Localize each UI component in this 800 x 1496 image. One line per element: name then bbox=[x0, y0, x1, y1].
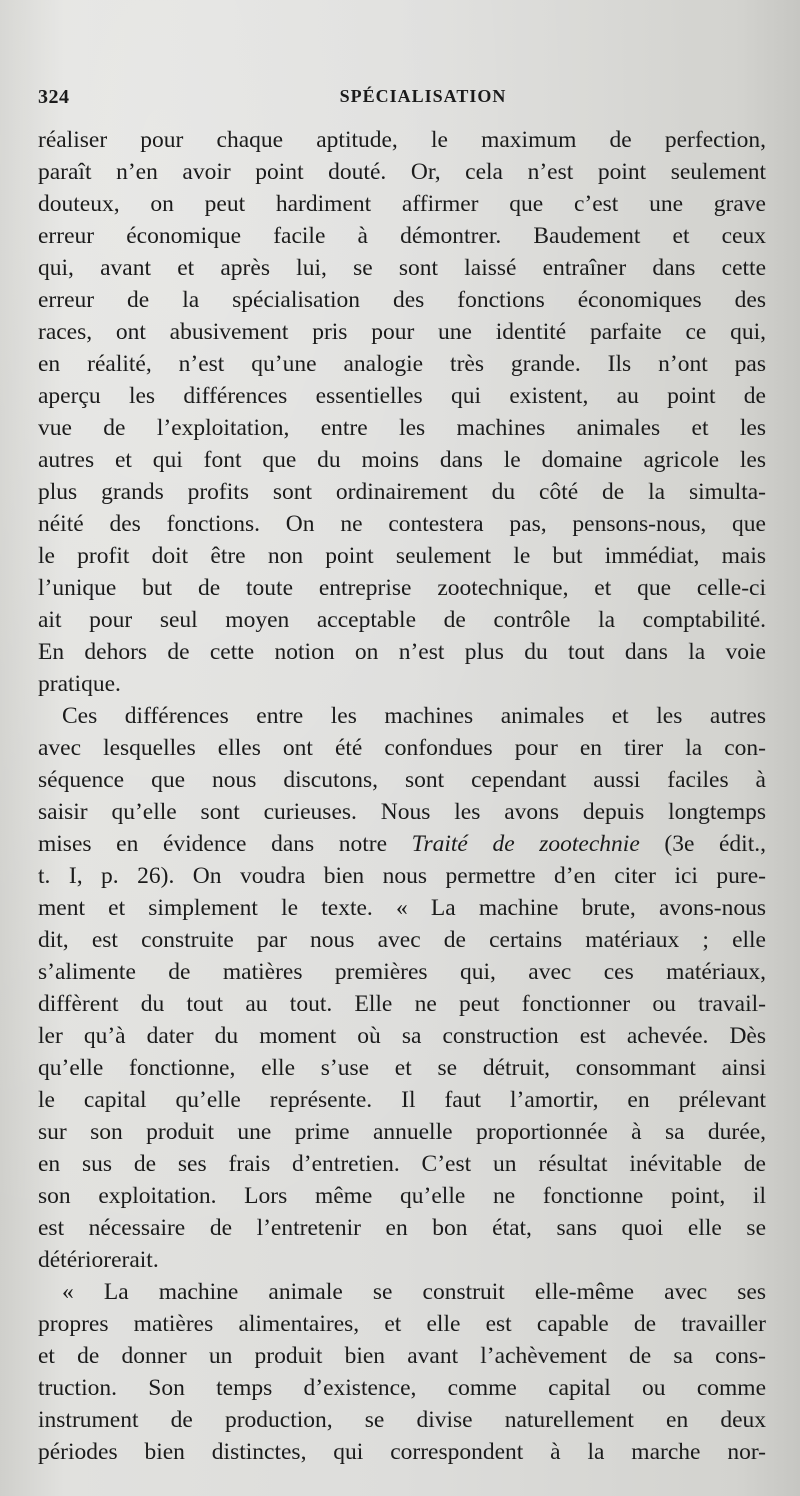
text-line: réaliser pour chaque aptitude, le maximum de perfection, bbox=[38, 127, 766, 153]
text-line: périodes bien distinctes, qui correspondent à la marche nor- bbox=[38, 1439, 766, 1465]
text-line: paraît n’en avoir point douté. Or, cela n’est point seulement bbox=[38, 159, 766, 185]
text-line: séquence que nous discutons, sont cependant aussi faciles à bbox=[38, 767, 766, 793]
text-line: et de donner un produit bien avant l’achèvement de sa cons- bbox=[38, 1343, 766, 1369]
text-line: néité des fonctions. On ne contestera pas, pensons-nous, que bbox=[38, 511, 766, 537]
text-line: s’alimente de matières premières qui, avec ces matériaux, bbox=[38, 959, 766, 985]
paragraph-end-line: pratique. bbox=[38, 671, 121, 697]
text-line: ait pour seul moyen acceptable de contrôle la comptabilité. bbox=[38, 607, 766, 633]
text-line: sur son produit une prime annuelle proportionnée à sa durée, bbox=[38, 1119, 766, 1145]
text-line: races, ont abusivement pris pour une identité parfaite ce qui, bbox=[38, 319, 766, 345]
text-line: ler qu’à dater du moment où sa construction est achevée. Dès bbox=[38, 1023, 766, 1049]
citation-prefix: mises en évidence dans notre bbox=[38, 831, 412, 857]
text-line: l’unique but de toute entreprise zootechnique, et que celle-ci bbox=[38, 575, 766, 601]
text-line: qui, avant et après lui, se sont laissé entraîner dans cette bbox=[38, 255, 766, 281]
text-line: le capital qu’elle représente. Il faut l’amortir, en prélevant bbox=[38, 1087, 766, 1113]
text-line: En dehors de cette notion on n’est plus du tout dans la voie bbox=[38, 639, 766, 665]
text-line: instrument de production, se divise naturellement en deux bbox=[38, 1407, 766, 1433]
text-line: diffèrent du tout au tout. Elle ne peut fonctionner ou travail- bbox=[38, 991, 766, 1017]
text-line: propres matières alimentaires, et elle est capable de travailler bbox=[38, 1311, 766, 1337]
text-line: erreur économique facile à démontrer. Baudement et ceux bbox=[38, 223, 766, 249]
body-text bbox=[38, 124, 766, 1468]
text-line: est nécessaire de l’entretenir en bon état, sans quoi elle se bbox=[38, 1215, 766, 1241]
page-number: 324 bbox=[38, 86, 70, 108]
text-line: autres et qui font que du moins dans le domaine agricole les bbox=[38, 447, 766, 473]
text-line: truction. Son temps d’existence, comme capital ou comme bbox=[38, 1375, 766, 1401]
running-title: SPÉCIALISATION bbox=[339, 86, 507, 106]
text-line: le profit doit être non point seulement le but immédiat, mais bbox=[38, 543, 766, 569]
paragraph-start-line: Ces différences entre les machines animales et les autres bbox=[62, 703, 766, 729]
text-line: aperçu les différences essentielles qui existent, au point de bbox=[38, 383, 766, 409]
text-line: erreur de la spécialisation des fonctions économiques des bbox=[38, 287, 766, 313]
page-header bbox=[38, 86, 778, 116]
text-line: son exploitation. Lors même qu’elle ne fonctionne point, il bbox=[38, 1183, 766, 1209]
text-line: en sus de ses frais d’entretien. C’est un résultat inévitable de bbox=[38, 1151, 766, 1177]
text-line: qu’elle fonctionne, elle s’use et se détruit, consommant ainsi bbox=[38, 1055, 766, 1081]
paragraph-end-line: détériorerait. bbox=[38, 1247, 159, 1273]
text-line: saisir qu’elle sont curieuses. Nous les avons depuis longtemps bbox=[38, 799, 766, 825]
paragraph-start-line: « La machine animale se construit elle-même avec ses bbox=[62, 1279, 766, 1305]
citation-suffix: (3e édit., bbox=[639, 831, 766, 857]
book-title-citation: Traité de zootechnie bbox=[411, 831, 640, 857]
text-line: douteux, on peut hardiment affirmer que c’est une grave bbox=[38, 191, 766, 217]
text-line: avec lesquelles elles ont été confondues pour en tirer la con- bbox=[38, 735, 766, 761]
text-line: dit, est construite par nous avec de certains matériaux ; elle bbox=[38, 927, 766, 953]
text-line: t. I, p. 26). On voudra bien nous permettre d’en citer ici pure- bbox=[38, 863, 766, 889]
text-line: en réalité, n’est qu’une analogie très grande. Ils n’ont pas bbox=[38, 351, 766, 377]
text-line-with-citation bbox=[38, 828, 766, 860]
text-line: ment et simplement le texte. « La machine brute, avons-nous bbox=[38, 895, 766, 921]
text-line: plus grands profits sont ordinairement du côté de la simulta- bbox=[38, 479, 766, 505]
text-line: vue de l’exploitation, entre les machines animales et les bbox=[38, 415, 766, 441]
